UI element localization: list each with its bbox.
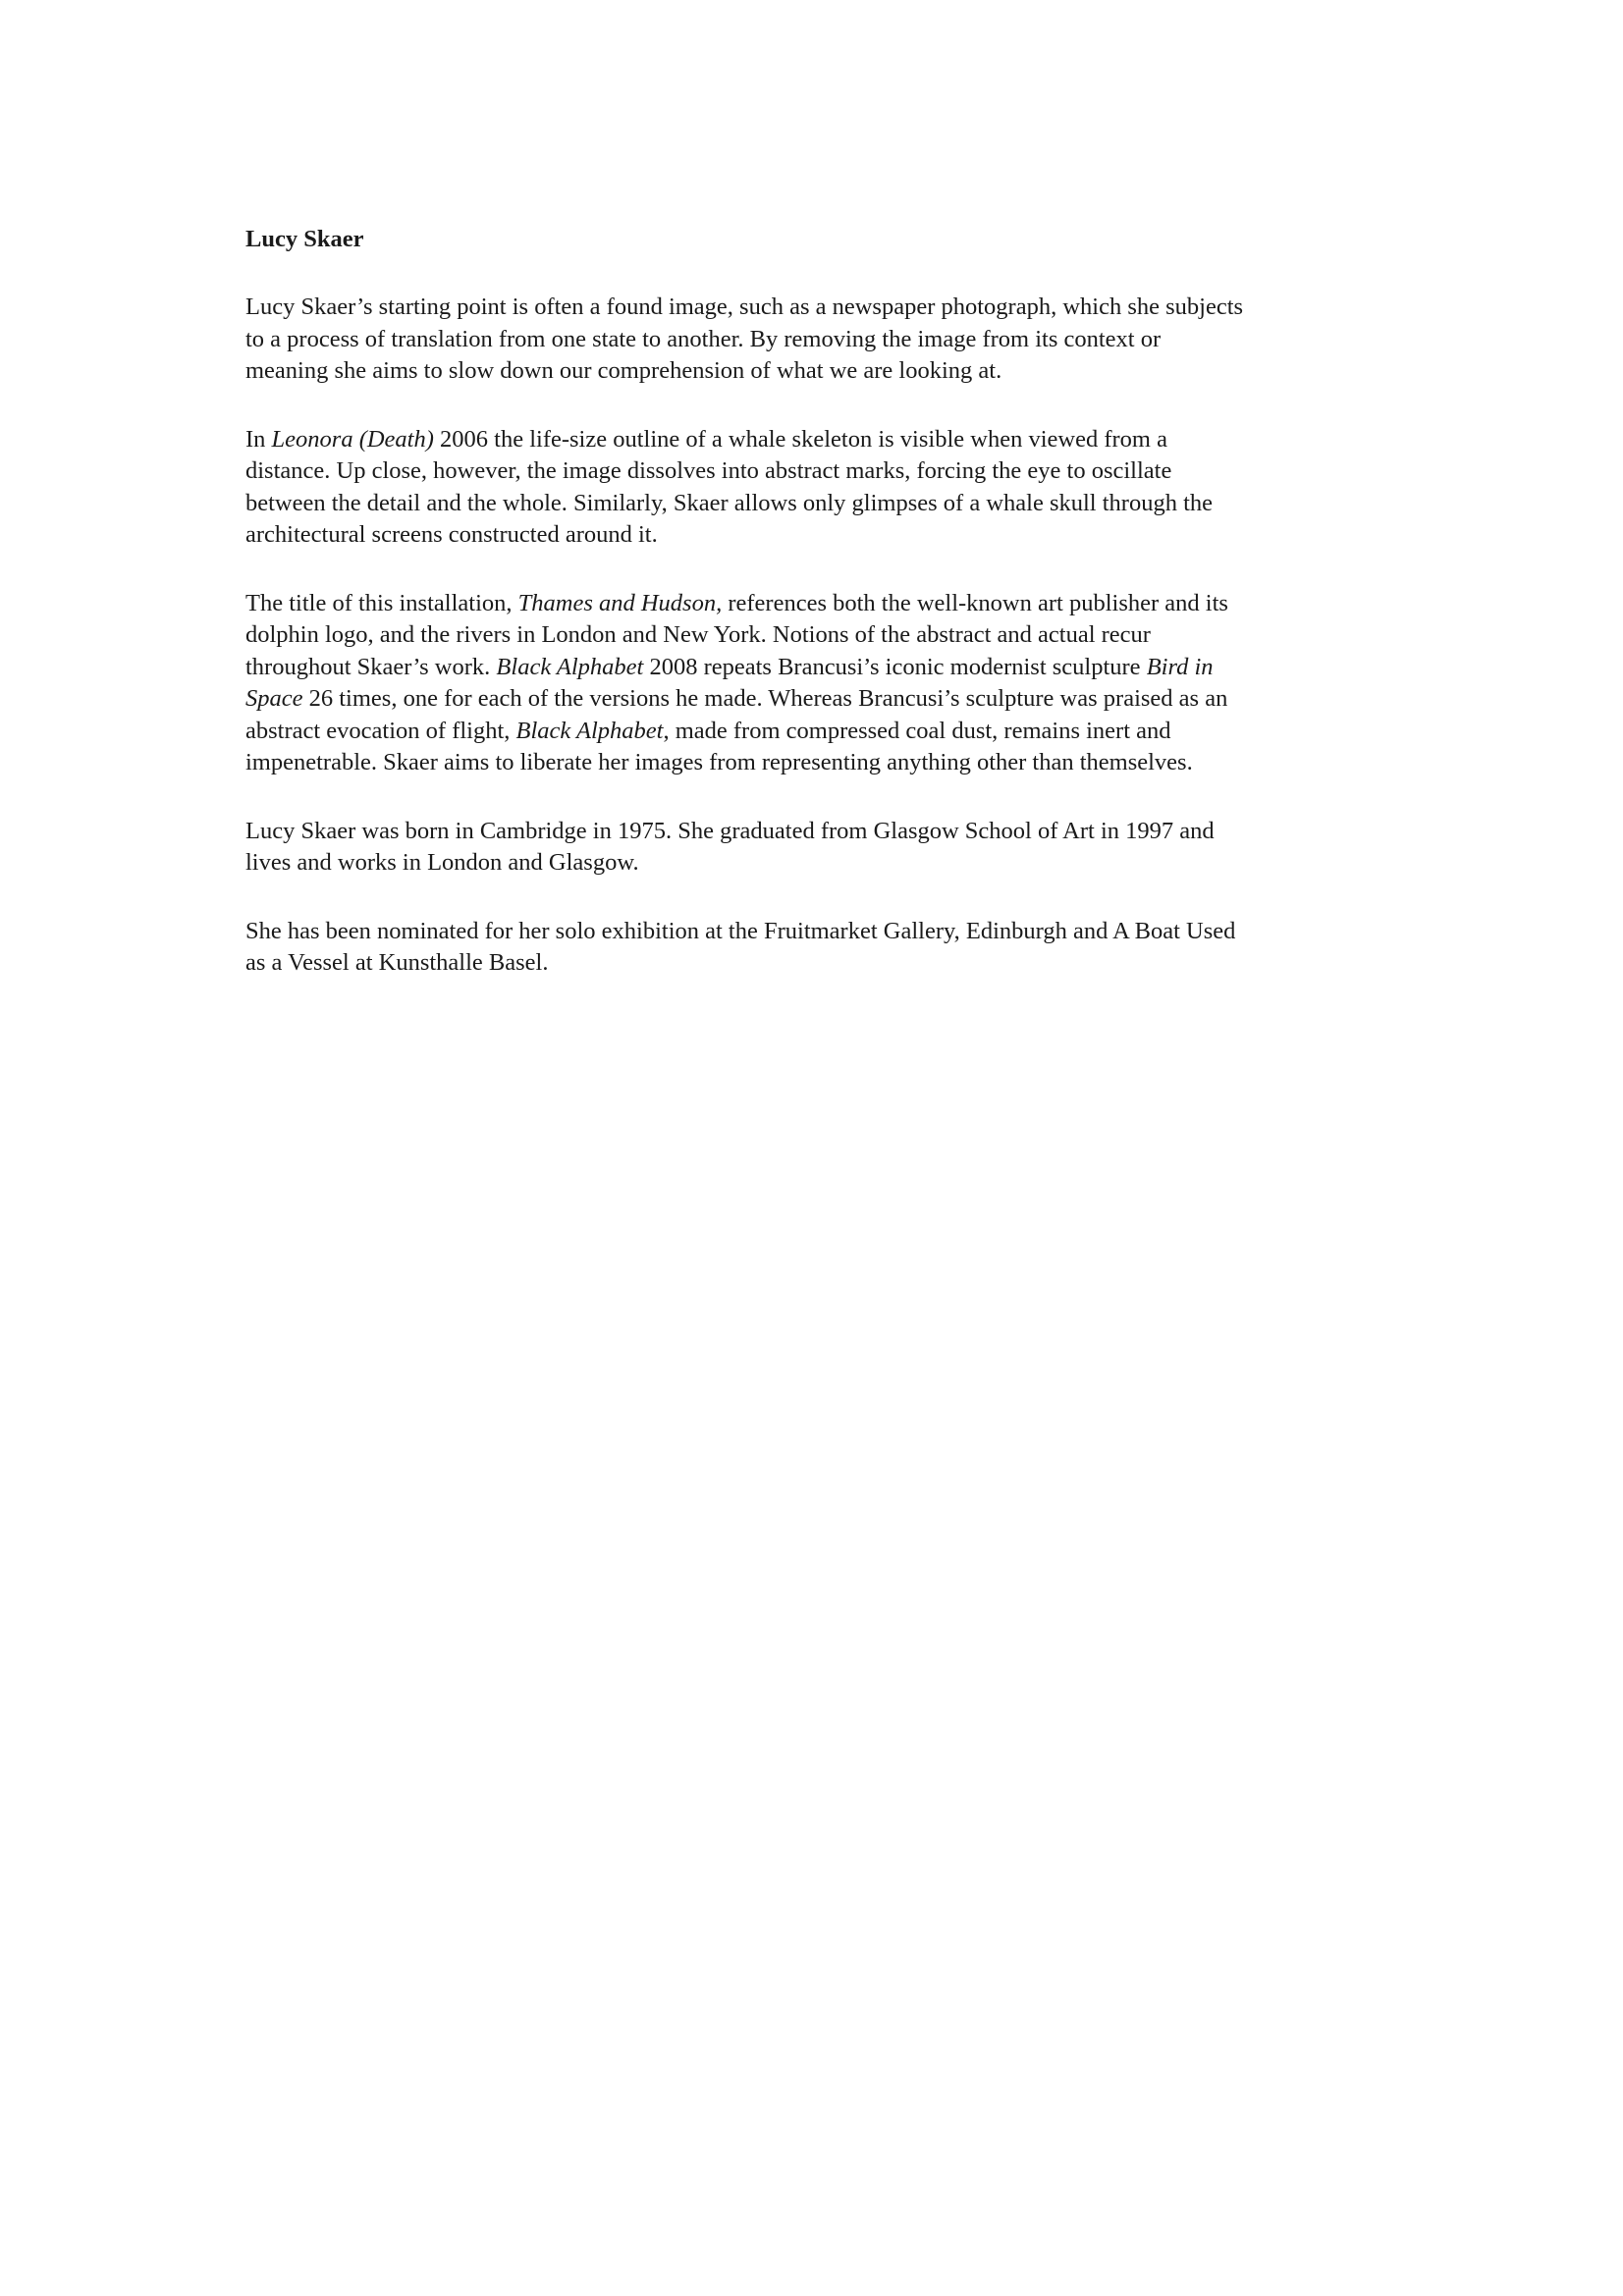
text-run: In (245, 425, 272, 453)
text-run: abstract evocation of flight, (245, 717, 516, 744)
text-run: The title of this installation, (245, 589, 518, 616)
text-line: Lucy Skaer was born in Cambridge in 1975. She graduated from Glasgow School of Art in 1997 and (245, 817, 1215, 844)
text-line: She has been nominated for her solo exhibition at the Fruitmarket Gallery, Edinburgh and A Boat Used (245, 917, 1236, 944)
text-line: impenetrable. Skaer aims to liberate her images from representing anything other than themselves. (245, 749, 1193, 775)
text-line (245, 424, 1394, 456)
text-line: lives and works in London and Glasgow. (245, 849, 639, 876)
artwork-title: Leonora (Death) (271, 425, 434, 453)
artwork-title: Black Alphabet (515, 717, 664, 744)
document-title: Lucy Skaer (245, 226, 364, 252)
artwork-title: Space (245, 685, 303, 712)
text-run: 2008 repeats Brancusi’s iconic modernist sculpture (643, 653, 1147, 680)
document-body (245, 224, 1394, 1016)
text-line: to a process of translation from one state to another. By removing the image from its context or (245, 325, 1162, 352)
paragraph-leonora (245, 424, 1394, 552)
artwork-title: Black Alphabet (496, 653, 644, 680)
text-run: 2006 the life-size outline of a whale skeleton is visible when viewed from a (433, 425, 1167, 453)
text-line (245, 652, 1394, 684)
text-run: references both the well-known art publisher and its (722, 589, 1228, 616)
paragraph-nominations (245, 916, 1394, 980)
paragraph-biography (245, 816, 1394, 880)
text-line (245, 588, 1394, 620)
text-run: throughout Skaer’s work. (245, 653, 497, 680)
text-line: dolphin logo, and the rivers in London and New York. Notions of the abstract and actual recur (245, 621, 1151, 648)
text-line: meaning she aims to slow down our comprehension of what we are looking at. (245, 357, 1002, 384)
text-line: architectural screens constructed around it. (245, 521, 658, 548)
artwork-title: Thames and Hudson, (517, 589, 723, 616)
artwork-title: Bird in (1146, 653, 1214, 680)
text-line: between the detail and the whole. Similarly, Skaer allows only glimpses of a whale skull through the (245, 489, 1214, 516)
paragraph-intro (245, 292, 1394, 388)
text-line (245, 716, 1394, 748)
text-line: as a Vessel at Kunsthalle Basel. (245, 949, 549, 976)
text-line: Lucy Skaer’s starting point is often a found image, such as a newspaper photograph, which she subjects (245, 294, 1244, 320)
text-run: 26 times, one for each of the versions he made. Whereas Brancusi’s sculpture was praised as an (302, 685, 1228, 712)
text-run: , made from compressed coal dust, remains inert and (663, 717, 1171, 744)
paragraph-installation (245, 588, 1394, 779)
text-line: distance. Up close, however, the image dissolves into abstract marks, forcing the eye to oscillate (245, 457, 1172, 484)
text-line (245, 683, 1394, 716)
